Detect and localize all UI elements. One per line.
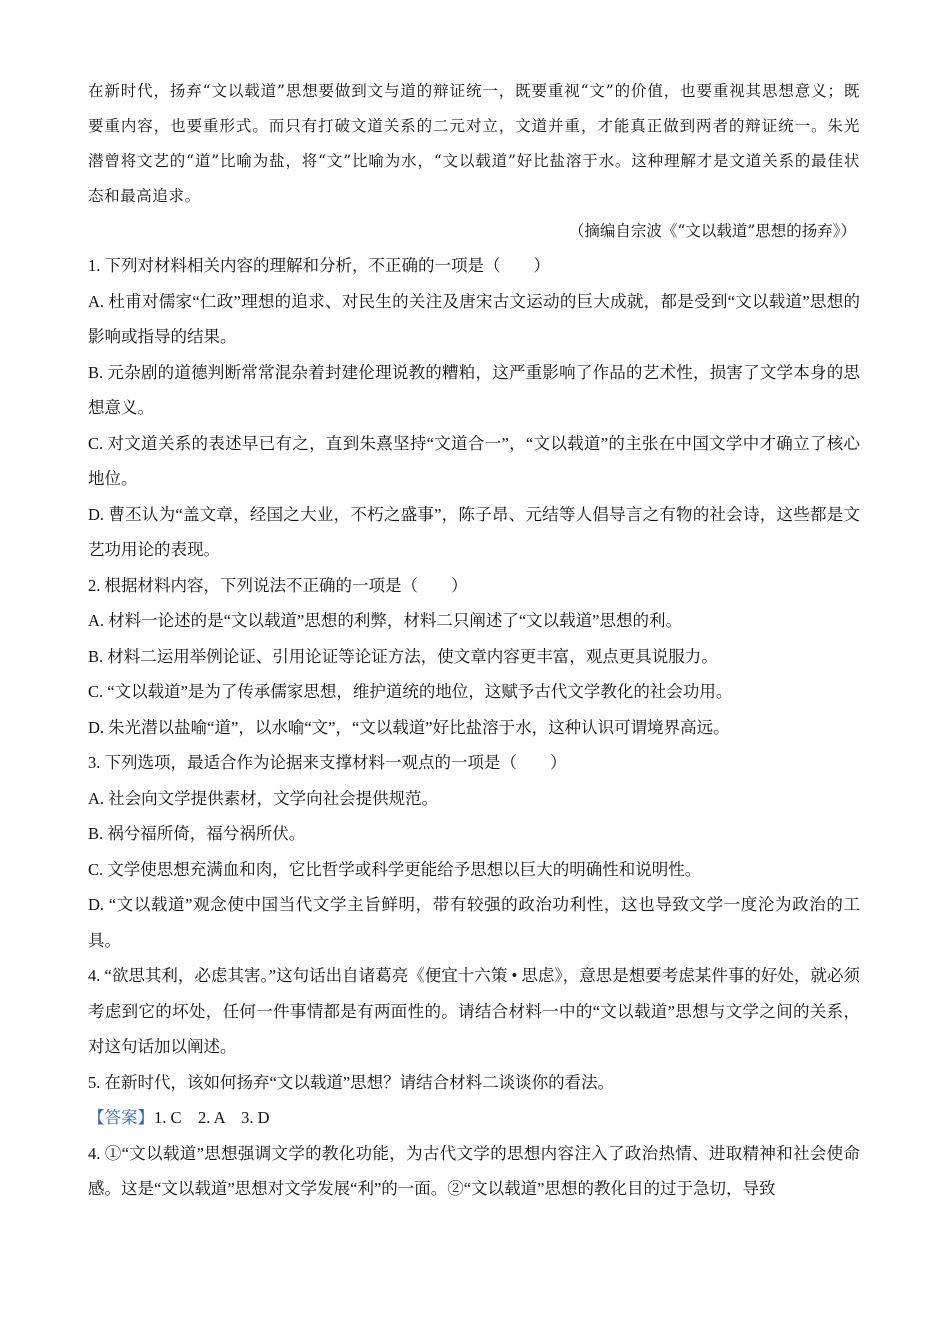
answer-label: 【答案】 xyxy=(88,1108,154,1127)
option-a: A. 杜甫对儒家“仁政”理想的追求、对民生的关注及唐宋古文运动的巨大成就，都是受到“文以载道”思想的影响或指导的结果。 xyxy=(88,291,860,346)
option-b: B. 元杂剧的道德判断常常混杂着封建伦理说教的糟粕，这严重影响了作品的艺术性，损害了文学本身的思想意义。 xyxy=(88,362,860,417)
option-c: C. 对文道关系的表述早已有之，直到朱熹坚持“文道合一”，“文以载道”的主张在中国文学中才确立了核心地位。 xyxy=(88,433,860,488)
answer-explanation: 4. ①“文以载道”思想强调文学的教化功能，为古代文学的思想内容注入了政治热情、进取精神和社会使命感。这是“文以载道”思想对文学发展“利”的一面。②“文以载道”思想的教化目的过于急切，导致 xyxy=(88,1143,860,1198)
answer-section xyxy=(88,1100,860,1207)
question-1 xyxy=(88,248,860,568)
question-stem: 2. 根据材料内容，下列说法不正确的一项是（ ） xyxy=(88,575,468,595)
question-2 xyxy=(88,568,860,746)
answer-choices: 1. C 2. A 3. D xyxy=(154,1108,270,1127)
passage-paragraph: 在新时代，扬弃“文以载道”思想要做到文与道的辩证统一，既要重视“文”的价值，也要重视其思想意义；既要重内容，也要重形式。而只有打破文道关系的二元对立，文道并重，才能真正做到两者的辩证统一。朱光潜曾将文艺的“道”比喻为盐，将“文”比喻为水，“文以载道”好比盐溶于水。这种理解才是文道关系的最佳状态和最高追求。 xyxy=(88,82,860,205)
passage-source: （摘编自宗波《“文以载道”思想的扬弃》） xyxy=(568,222,856,240)
question-stem: 3. 下列选项，最适合作为论据来支撑材料一观点的一项是（ ） xyxy=(88,753,567,772)
question-3 xyxy=(88,745,860,958)
option-c: C. “文以载道”是为了传承儒家思想，维护道统的地位，这赋予古代文学教化的社会功用。 xyxy=(88,682,733,701)
document-page xyxy=(88,74,860,1207)
option-b: B. 材料二运用举例论证、引用论证等论证方法，使文章内容更丰富，观点更具说服力。 xyxy=(88,646,718,666)
option-a: A. 材料一论述的是“文以载道”思想的利弊，材料二只阐述了“文以载道”思想的利。 xyxy=(88,611,682,630)
option-d: D. “文以载道”观念使中国当代文学主旨鲜明，带有较强的政治功利性，这也导致文学一度沦为政治的工具。 xyxy=(88,895,860,950)
option-d: D. 曹丕认为“盖文章，经国之大业，不朽之盛事”，陈子昂、元结等人倡导言之有物的社会诗，这些都是文艺功用论的表现。 xyxy=(88,504,860,559)
option-b: B. 祸兮福所倚，福兮祸所伏。 xyxy=(88,824,306,843)
question-stem: 1. 下列对材料相关内容的理解和分析，不正确的一项是（ ） xyxy=(88,256,550,275)
question-5 xyxy=(88,1065,860,1101)
option-c: C. 文学使思想充满血和肉，它比哲学或科学更能给予思想以巨大的明确性和说明性。 xyxy=(88,859,702,879)
question-stem: 4. “欲思其利，必虑其害。”这句话出自诸葛亮《便宜十六策 • 思虑》，意思是想要考虑某件事的好处，就必须考虑到它的坏处，任何一件事情都是有两面性的。请结合材料一中的“文以载道”思想与文学之间的关系，对这句话加以阐述。 xyxy=(88,966,860,1056)
option-a: A. 社会向文学提供素材，文学向社会提供规范。 xyxy=(88,788,439,808)
question-4 xyxy=(88,958,860,1065)
option-d: D. 朱光潜以盐喻“道”，以水喻“文”，“文以载道”好比盐溶于水，这种认识可谓境界高远。 xyxy=(88,717,730,737)
answer-line xyxy=(88,1100,860,1136)
question-stem: 5. 在新时代，该如何扬弃“文以载道”思想？请结合材料二谈谈你的看法。 xyxy=(88,1072,615,1092)
